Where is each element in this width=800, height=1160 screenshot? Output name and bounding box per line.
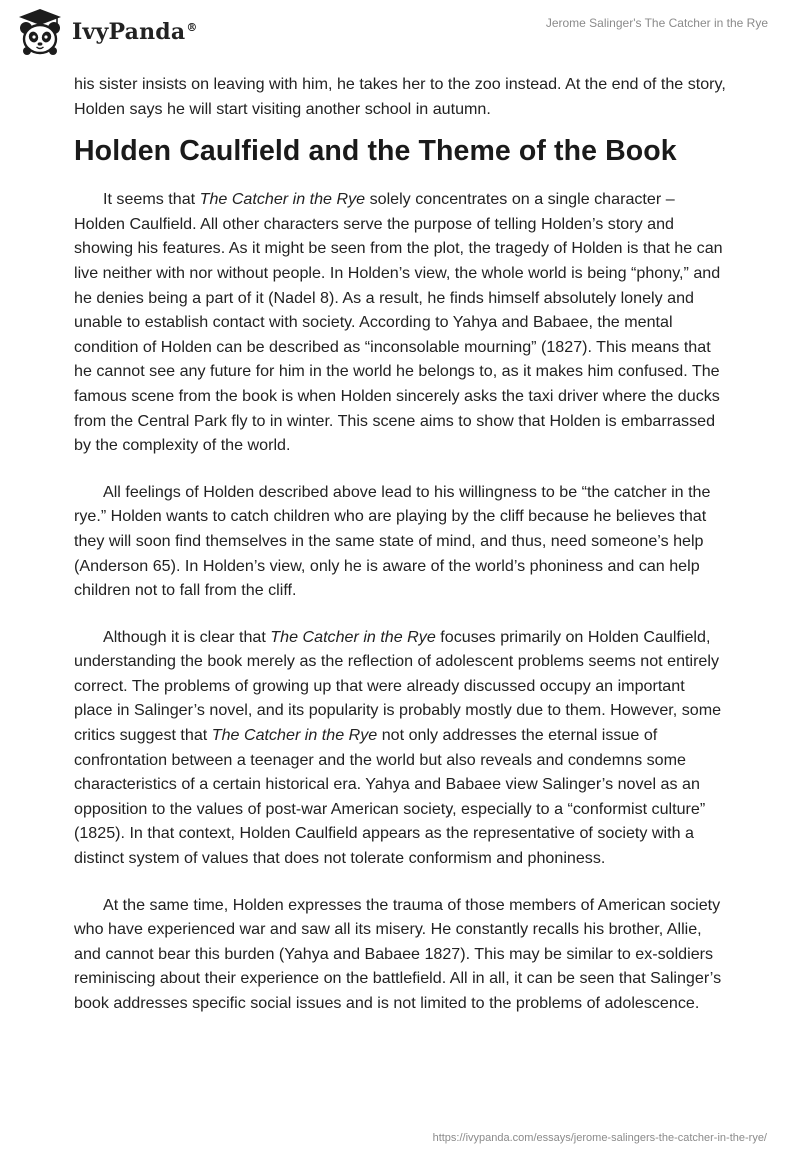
section-heading: Holden Caulfield and the Theme of the Book xyxy=(74,135,677,168)
source-url-link[interactable]: https://ivypanda.com/essays/jerome-salingers-the-catcher-in-the-rye/ xyxy=(432,1132,767,1144)
intro-paragraph: his sister insists on leaving with him, he takes her to the zoo instead. At the end of the story, Holden says he will start visiting another school in autumn. xyxy=(74,75,726,118)
page-header xyxy=(0,0,800,66)
book-title-italic: The Catcher in the Rye xyxy=(270,627,436,646)
panda-graduate-icon xyxy=(14,6,66,58)
registered-mark: ® xyxy=(186,20,198,34)
brand-name: IvyPanda® xyxy=(72,19,198,45)
document-title: Jerome Salinger's The Catcher in the Rye xyxy=(545,16,768,30)
paragraph-4: At the same time, Holden expresses the trauma of those members of American society who have experienced war and saw all its misery. He constantly recalls his brother, Allie, and cannot bear this burden (Yahya and Babaee 1827). This may be similar to ex-soldiers reminiscing about their experience on the battlefield. All in all, it can be seen that Salinger’s book addresses specific social issues and is not limited to the problems of adolescence. xyxy=(74,895,722,1012)
book-title-italic: The Catcher in the Rye xyxy=(199,190,366,209)
essay-body xyxy=(74,72,726,1038)
book-title-italic: The Catcher in the Rye xyxy=(211,726,378,745)
paragraph-3: Although it is clear that The Catcher in the Rye focuses primarily on Holden Caulfield, understanding the book merely as the reflection of adolescent problems seems not entirely correct. The problems of growing up that were already discussed occupy an important place in Salinger’s novel, and its popularity is probably mostly due to them. However, some critics suggest that The Catcher in the Rye not only addresses the eternal issue of confrontation between a teenager and the world but also reveals and condemns some characteristics of a certain historical era. Yahya and Babaee view Salinger’s novel as an opposition to the values of post-war American society, especially to a “conformist culture” (1825). In that context, Holden Caulfield appears as the representative of society with a distinct system of values that does not tolerate conformism and phoniness. xyxy=(74,627,722,868)
paragraph-1: It seems that The Catcher in the Rye solely concentrates on a single character – Holden Caulfield. All other characters serve the purpose of telling Holden’s story and showing his features. As it might be seen from the plot, the tragedy of Holden is that he can live neither with nor without people. In Holden’s view, the whole world is being “phony,” and he denies being a part of it (Nadel 8). As a result, he finds himself absolutely lonely and unable to establish contact with society. According to Yahya and Babaee, the mental condition of Holden can be described as “inconsolable mourning” (1827). This means that he cannot see any future for him in the world he belongs to, as it makes him confused. The famous scene from the book is when Holden sincerely asks the taxi driver where the ducks from the Central Park fly to in winter. This scene aims to show that Holden is embarrassed by the complexity of the world. xyxy=(74,190,723,455)
brand-logo[interactable] xyxy=(14,6,198,58)
paragraph-2: All feelings of Holden described above lead to his willingness to be “the catcher in the rye.” Holden wants to catch children who are playing by the cliff because he believes that they will soon find themselves in the same state of mind, and thus, need someone’s help (Anderson 65). In Holden’s view, only he is aware of the world’s phoniness and can help children not to fall from the cliff. xyxy=(74,482,711,600)
